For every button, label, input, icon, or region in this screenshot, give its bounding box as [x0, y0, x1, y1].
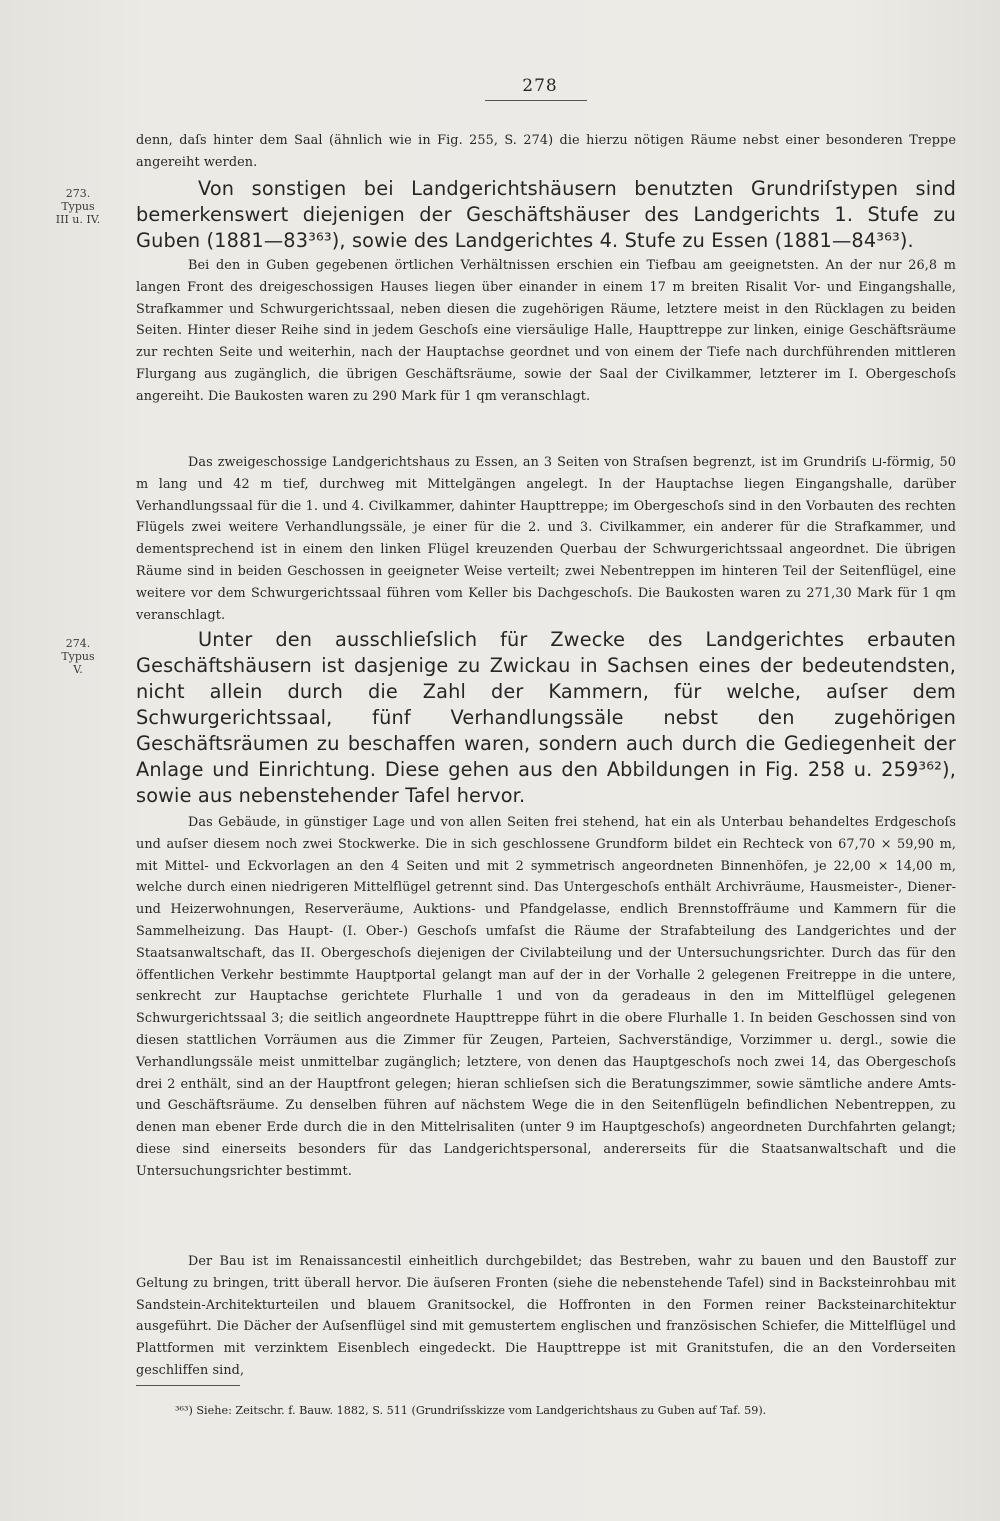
text-block-6: [136, 812, 956, 1183]
text-block-2: [136, 176, 956, 254]
margin-note-274: [28, 637, 128, 676]
text-block-5: [136, 627, 956, 809]
footnote: ³⁶³) Siehe: Zeitschr. f. Bauw. 1882, S. 511 (Grundriſsskizze vom Landgerichtshaus zu Guben auf Taf. 59).: [175, 1404, 767, 1417]
margin-note-line: Typus: [61, 650, 95, 663]
header-rule: [485, 100, 587, 101]
text-block-4: [136, 452, 956, 626]
paragraph-large-typus-iii-iv: Von sonstigen bei Landgerichtshäusern benutzten Grundriſstypen sind bemerkenswert diejenigen der Geschäftshäuser des Landgerichts 1. Stufe zu Guben (1881—83³⁶³), sowie des Landgerichtes 4. Stufe zu Essen (1881—84³⁶³).: [136, 177, 956, 252]
paragraph-continuation: denn, daſs hinter dem Saal (ähnlich wie in Fig. 255, S. 274) die hierzu nötigen Räume nebst einer besonderen Treppe angereiht werden.: [136, 133, 956, 170]
text-block-7: [136, 1251, 956, 1382]
text-block-3: [136, 255, 956, 408]
footnote-rule: [136, 1385, 240, 1386]
paragraph-guben: Bei den in Guben gegebenen örtlichen Verhältnissen erschien ein Tiefbau am geeignetsten. An der nur 26,8 m langen Front des dreigeschossigen Hauses liegen über einander in einem 17 m breiten Risalit Vor- und Eingangshalle, Strafkammer und Schwurgerichtssaal, neben diesen die zugehörigen Räume, letztere meist in den Rücklagen zu beiden Seiten. Hinter dieser Reihe sind in jedem Geschoſs eine viersäulige Halle, Haupttreppe zur linken, einige Geschäftsräume zur rechten Seite und weiterhin, nach der Hauptachse geordnet und von einem der Tiefe nach durchführenden mittleren Flurgang aus zugänglich, die übrigen Geschäftsräume, sowie der Saal der Civilkammer, letzterer im I. Obergeschoſs angereiht. Die Baukosten waren zu 290 Mark für 1 qm veranschlagt.: [136, 258, 956, 404]
text-block-1: [136, 130, 956, 174]
paragraph-essen: Das zweigeschossige Landgerichtshaus zu Essen, an 3 Seiten von Straſsen begrenzt, ist im Grundriſs ⊔-förmig, 50 m lang und 42 m tief, durchweg mit Mittelgängen angelegt. In der Hauptachse liegen Eingangshalle, darüber Verhandlungssaal für die 1. und 4. Civilkammer, dahinter Haupttreppe; im Obergeschoſs sind in den Vorbauten des rechten Flügels zwei weitere Verhandlungssäle, je einer für die 2. und 3. Civilkammer, ein anderer für die Strafkammer, und dementsprechend ist in einem den linken Flügel kreuzenden Querbau der Schwurgerichtssaal angeordnet. Die übrigen Räume sind in beiden Geschossen in geeigneter Weise verteilt; zwei Nebentreppen im hinteren Teil der Seitenflügel, eine weitere vor dem Schwurgerichtssaal führen vom Keller bis Dachgeschoſs. Die Baukosten waren zu 271,30 Mark für 1 qm veranschlagt.: [136, 455, 956, 623]
margin-note-line: III u. IV.: [55, 213, 101, 226]
margin-note-line: V.: [73, 663, 83, 676]
margin-note-number: 274.: [65, 637, 91, 650]
margin-note-273: [28, 187, 128, 226]
margin-note-number: 273.: [65, 187, 91, 200]
paragraph-zwickau-building: Das Gebäude, in günstiger Lage und von allen Seiten frei stehend, hat ein als Unterbau behandeltes Erdgeschoſs und auſser diesem noch zwei Stockwerke. Die in sich geschlossene Grundform bildet ein Rechteck von 67,70 × 59,90 m, mit Mittel- und Eckvorlagen an den 4 Seiten und mit 2 symmetrisch angeordneten Binnenhöfen, je 22,00 × 14,00 m, welche durch einen niedrigeren Mittelflügel getrennt sind. Das Untergeschoſs enthält Archivräume, Hausmeister-, Diener- und Heizerwohnungen, Reserveräume, Auktions- und Pfandgelasse, endlich Brennstoffräume und Kammern für die Sammelheizung. Das Haupt- (I. Ober-) Geschoſs umfaſst die Räume der Strafabteilung des Landgerichtes und der Staatsanwaltschaft, das II. Obergeschoſs diejenigen der Civilabteilung und der Untersuchungsrichter. Durch das für den öffentlichen Verkehr bestimmte Hauptportal gelangt man auf der in der Vorhalle 2 gelegenen Freitreppe in die untere, senkrecht zur Hauptachse gerichtete Flurhalle 1 und von da geradeaus in den im Mittelflügel gelegenen Schwurgerichtssaal 3; die seitlich angeordnete Haupttreppe führt in die obere Flurhalle 1. In beiden Geschossen sind von diesen stattlichen Vorräumen aus die Zimmer für Zeugen, Parteien, Sachverständige, Vorzimmer u. dergl., sowie die Verhandlungssäle meist unmittelbar zugänglich; letztere, von denen das Hauptgeschoſs noch zwei 14, das Obergeschoſs drei 2 enthält, sind an der Hauptfront gelegen; hieran schlieſsen sich die Beratungszimmer, sowie sämtliche andere Amts- und Geschäftsräume. Zu denselben führen auf nächstem Wege die in den Seitenflügeln befindlichen Nebentreppen, zu denen man ebener Erde durch die in den Mittelrisaliten (unter 9 im Hauptgeschoſs) angeordneten Durchfahrten gelangt; diese sind einerseits besonders für das Landgerichtspersonal, andererseits für die Staatsanwaltschaft und die Untersuchungsrichter bestimmt.: [136, 815, 956, 1179]
paragraph-large-typus-v: Unter den ausschlieſslich für Zwecke des Landgerichtes erbauten Geschäftshäusern ist dasjenige zu Zwickau in Sachsen eines der bedeutendsten, nicht allein durch die Zahl der Kammern, für welche, auſser dem Schwurgerichtssaal, fünf Verhandlungssäle nebst den zugehörigen Geschäftsräumen zu beschaffen waren, sondern auch durch die Gediegenheit der Anlage und Einrichtung. Diese gehen aus den Abbildungen in Fig. 258 u. 259³⁶²), sowie aus nebenstehender Tafel hervor.: [136, 628, 956, 807]
paragraph-renaissance-style: Der Bau ist im Renaissancestil einheitlich durchgebildet; das Bestreben, wahr zu bauen und den Baustoff zur Geltung zu bringen, tritt überall hervor. Die äuſseren Fronten (siehe die nebenstehende Tafel) sind in Backsteinrohbau mit Sandstein-Architekturteilen und blauem Granitsockel, die Hoffronten in den Formen reiner Backsteinarchitektur ausgeführt. Die Dächer der Auſsenflügel sind mit gemustertem englischen und französischen Schiefer, die Mittelflügel und Plattformen mit verzinktem Eisenblech eingedeckt. Die Haupttreppe ist mit Granitstufen, die an den Vorderseiten geschliffen sind,: [136, 1254, 956, 1378]
page-number: 278: [522, 76, 558, 96]
margin-note-line: Typus: [61, 200, 95, 213]
